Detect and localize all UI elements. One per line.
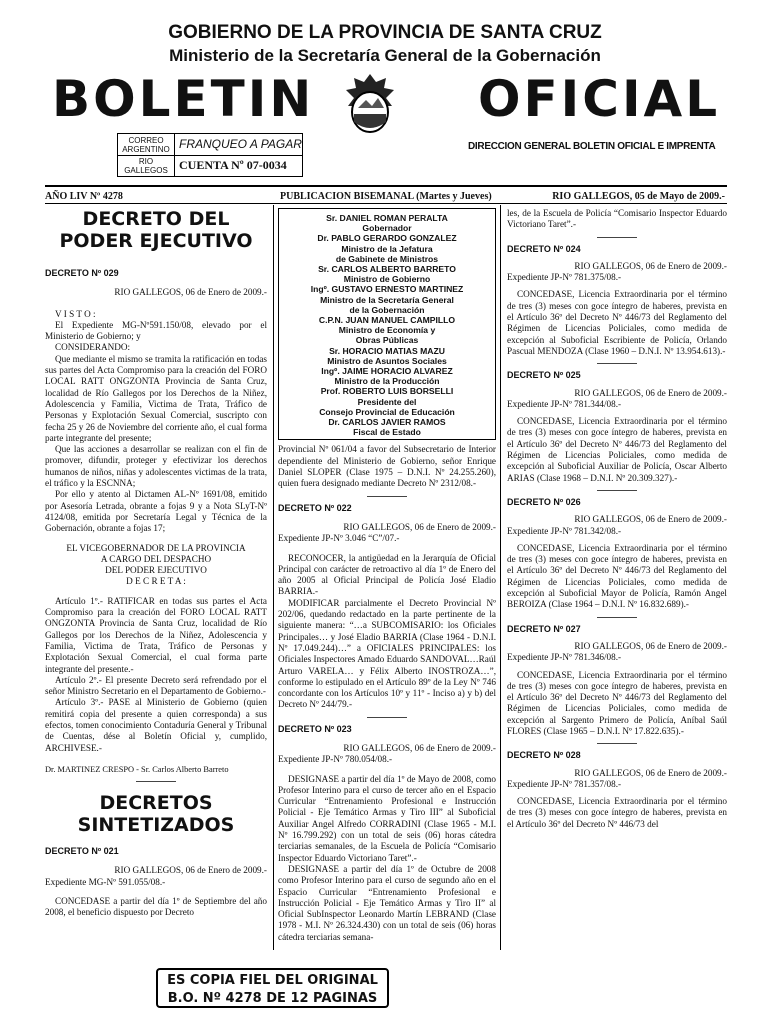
decree-title: DECRETO Nº 029 — [45, 268, 119, 278]
title-oficial: OFICIAL — [478, 70, 721, 128]
rio-label: RIO GALLEGOS — [124, 157, 168, 175]
title-boletin: BOLETIN — [52, 70, 315, 128]
signatures: Dr. MARTINEZ CRESPO - Sr. Carlos Alberto Barreto — [45, 764, 229, 774]
authority-line: Presidente del — [357, 396, 417, 407]
authority-line: Ministro de Asuntos Sociales — [327, 355, 447, 366]
authority-line: de la Gobernación — [349, 304, 425, 315]
paragraph: CONCEDASE, Licencia Extraordinaria por el término de tres (3) meses con goce íntegro de haberes, prevista en el Artículo 36º del Decreto Nº 446/73 del Reglamento del Régimen de Licencias Policiales, como medida de excepción al Suboficial Escribiente de Policía, Orlando Pascual MENDOZA (Clase 1960 – D.N.I. Nº 13.954.613).- — [507, 289, 727, 356]
bottom-rule — [45, 203, 727, 204]
vice-line: A CARGO DEL DESPACHO — [100, 553, 212, 564]
postage-stamp-box — [117, 133, 303, 177]
authority-line: Ministro de la Producción — [334, 376, 440, 387]
footer-line: B.O. Nº 4278 DE 12 PAGINAS — [167, 991, 378, 1006]
authority-line: Obras Públicas — [355, 335, 419, 346]
paragraph: CONCEDASE a partir del día 1º de Septiembre del año 2008, el beneficio dispuesto por Decreto — [45, 896, 267, 918]
decree-date: RIO GALLEGOS, 06 de Enero de 2009.- — [343, 521, 496, 532]
authority-line: C.P.N. JUAN MANUEL CAMPILLO — [318, 315, 456, 326]
expediente: Expediente JP-Nº 3.046 “C”/07.- — [278, 533, 400, 544]
provincial-crest-icon — [338, 72, 402, 136]
decree-date: RIO GALLEGOS, 06 de Enero de 2009.- — [343, 743, 496, 753]
visto: V I S T O : — [55, 308, 96, 319]
government-header: GOBIERNO DE LA PROVINCIA DE SANTA CRUZ — [168, 22, 602, 43]
issue-date: RIO GALLEGOS, 05 de Mayo de 2009.- — [552, 191, 725, 202]
cuenta-label: CUENTA Nº 07-0034 — [174, 155, 302, 176]
franqueo-label: FRANQUEO A PAGAR — [174, 134, 302, 155]
decree-title: DECRETO Nº 022 — [278, 502, 352, 513]
decree-title: DECRETO Nº 026 — [507, 496, 581, 507]
paragraph: CONCEDASE, Licencia Extraordinaria por el término de tres (3) meses con goce íntegro de haberes, prevista en el Artículo 36º del Decreto Nº 446/73 del Reglamento del Régimen de Licencias Policiales, como medida de excepción al Sargento Primero de Policía, Aníbal Saúl FLORES (Clase 1965 – D.N.I. Nº 17.822.635).- — [507, 669, 727, 736]
decree-title: DECRETO Nº 025 — [507, 370, 581, 381]
section-title: DECRETO DEL PODER EJECUTIVO — [59, 208, 253, 252]
direccion-label: DIRECCION GENERAL BOLETIN OFICIAL E IMPRENTA — [468, 141, 716, 152]
authority-line: Sr. DANIEL ROMAN PERALTA — [326, 213, 448, 223]
column-1 — [45, 208, 267, 919]
ministry-header: Ministerio de la Secretaría General de la Gobernación — [169, 46, 601, 65]
publication-frequency: PUBLICACION BISEMANAL (Martes y Jueves) — [280, 191, 492, 202]
authority-line: Ministro de Gobierno — [343, 274, 431, 285]
column-2 — [278, 208, 496, 943]
paragraph: CONCEDASE, Licencia Extraordinaria por el término de tres (3) meses con goce íntegro de haberes, prevista en el Artículo 36º del Decreto Nº 446/73 del Reglamento del Régimen de Licencias Policiales, como medida de excepción al Suboficial Auxiliar de Policía, Oscar Alberto ARIAS (Clase 1968 – D.N.I. Nº 20.309.327).- — [507, 416, 727, 483]
top-rule — [45, 185, 727, 187]
decree-date: RIO GALLEGOS, 06 de Enero de 2009.- — [114, 865, 267, 876]
authority-line: Ministro de la Secretaría General — [320, 294, 454, 305]
decree-date: RIO GALLEGOS, 06 de Enero de 2009.- — [574, 514, 727, 525]
authority-line: Prof. ROBERTO LUIS BORSELLI — [320, 386, 454, 397]
decree-title: DECRETO Nº 024 — [507, 243, 581, 254]
paragraph: Provincial Nº 061/04 a favor del Subsecretario de Interior dependiente del Ministerio de Gobierno, señor Enrique Daniel SLOPER (Clase 1975 – D.N.I. Nº 24.255.260), quien fuera designado mediante Decreto Nº 2312/08.- — [278, 444, 496, 489]
paragraph: Que las acciones a desarrollar se realizan con el fin de promover, difundir, proteger y efectivizar los derechos humanos de niños, niñas y adolescentes victimas de la trata, el tráfico y la ESCNNA; — [45, 444, 267, 489]
expediente: Expediente MG-Nº 591.055/08.- — [45, 876, 166, 887]
authority-line: Fiscal de Estado — [353, 427, 421, 438]
authority-line: Dr. CARLOS JAVIER RAMOS — [328, 417, 446, 428]
authority-line: Dr. PABLO GERARDO GONZALEZ — [317, 233, 457, 244]
decree-date: RIO GALLEGOS, 06 de Enero de 2009.- — [574, 640, 727, 651]
authority-line: Gobernador — [362, 223, 412, 234]
expediente: Expediente JP-Nº 781.344/08.- — [507, 398, 622, 409]
authority-line: de Gabinete de Ministros — [335, 253, 439, 264]
decree-title: DECRETO Nº 027 — [507, 623, 581, 634]
article: Artículo 2º.- El presente Decreto será refrendado por el señor Ministro Secretario en el Departamento de Gobierno.- — [45, 674, 267, 697]
footer-line: ES COPIA FIEL DEL ORIGINAL — [167, 973, 378, 988]
column-divider — [500, 205, 501, 950]
article: Artículo 1º.- RATIFICAR en todas sus partes el Acta Compromiso para la creación del FORO LOCAL RATT ONGZONTA Provincia de Santa Cruz, localidad de Río Gallegos por los Derechos de la Niñez, Adolescencia y Familia, Victima de Trata, Tráfico de Personas y Explotación Sexual Comercial, el cual forma parte integrante del presente.- — [45, 595, 267, 674]
issue-number: AÑO LIV Nº 4278 — [45, 191, 123, 202]
decree-title: DECRETO Nº 028 — [507, 750, 581, 761]
paragraph: les, de la Escuela de Policía “Comisario Inspector Eduardo Victoriano Taret”.- — [507, 208, 727, 230]
expediente: Expediente JP-Nº 780.054/08.- — [278, 754, 393, 765]
paragraph: MODIFICAR parcialmente el Decreto Provincial Nº 202/06, quedando redactado en la parte pertinente de la siguiente manera: “…a SUBCOMISARIO: los Oficiales Principales… y José Eladio BARRIA (Clase 1964 - D.N.I. Nº 17.049.244)…” a OFICIALES PRINCIPALES: los Oficiales Inspectores Amado Eduardo SANDOVAL…Raúl Arturo VARELA… y Félix Alberto INOSTROZA…”, conforme lo estipulado en el Artículo 89º de la Ley Nº 746 concordante con los Artículos 10º y 11º - Inciso a) y b) del Decreto Nº 244/79.- — [278, 597, 496, 710]
expediente: Expediente JP-Nº 781.342/08.- — [507, 525, 622, 536]
decree-title: DECRETO Nº 021 — [45, 846, 119, 857]
paragraph: CONCEDASE, Licencia Extraordinaria por el término de tres (3) meses con goce íntegro de haberes, prevista en el Artículo 36º del Decreto Nº 446/73 del — [507, 796, 727, 829]
expediente: Expediente JP-Nº 781.346/08.- — [507, 652, 622, 663]
column-divider — [273, 205, 274, 950]
certified-copy-stamp — [156, 968, 389, 1008]
decree-date: RIO GALLEGOS, 06 de Enero de 2009.- — [574, 767, 727, 778]
authority-line: Sr. CARLOS ALBERTO BARRETO — [318, 264, 456, 275]
decree-date: RIO GALLEGOS, 06 de Enero de 2009.- — [114, 287, 267, 298]
correo-label: CORREO ARGENTINO — [122, 136, 170, 154]
column-3 — [507, 208, 727, 830]
decreta: D E C R E T A : — [126, 576, 186, 587]
authority-line: Ministro de la Jefatura — [341, 243, 433, 254]
paragraph: Que mediante el mismo se tramita la ratificación en todas sus partes del Acta Compromiso para la creación del FORO LOCAL RATT ONGZONTA Provincia de Santa Cruz, localidad de Río Gallegos por los Derechos de la Niñez, Adolescencia y Familia, Victima de Trata, Tráfico de Personas y Explotación Sexual Comercial, suscripto con fecha 25 y 26 de Noviembre del corriente año, el cual forma parte integrante del presente; — [45, 353, 267, 443]
expediente: Expediente JP-Nº 781.357/08.- — [507, 778, 622, 789]
considerando: CONSIDERANDO: — [55, 342, 131, 353]
article: Artículo 3º.- PASE al Ministerio de Gobierno (quien remitirá copia del presente a quien corresponda) a sus efectos, tomen conocimiento Contaduría General y Tribunal de Cuentas, dése al Boletín Oficial y, cumplido, ARCHIVESE.- — [45, 697, 267, 753]
decree-title: DECRETO Nº 023 — [278, 723, 352, 734]
decree-date: RIO GALLEGOS, 06 de Enero de 2009.- — [574, 260, 727, 271]
paragraph: Por ello y atento al Dictamen AL-Nº 1691/08, emitido por Asesoría Letrada, obrante a fojas 9 y a Nota SLyT-Nº 4124/08, emitida por Secretaría Legal y Técnica de la Gobernación, obrante a fojas 17; — [45, 489, 267, 534]
section-title: DECRETOS SINTETIZADOS — [77, 792, 235, 837]
decree-date: RIO GALLEGOS, 06 de Enero de 2009.- — [574, 387, 727, 398]
paragraph: El Expediente MG-Nº591.150/08, elevado por el Ministerio de Gobierno; y — [45, 319, 267, 342]
paragraph: RECONOCER, la antigüedad en la Jerarquía de Oficial Principal con carácter de retroactivo al día 1º de Enero del año 2005 al Oficial Principal de Policía José Eladio BARRIA.- — [278, 552, 496, 597]
authority-line: Ministro de Economía y — [338, 325, 436, 336]
authority-line: Sr. HORACIO MATIAS MAZU — [329, 345, 445, 356]
vice-line: EL VICEGOBERNADOR DE LA PROVINCIA — [66, 542, 246, 553]
authority-line: Consejo Provincial de Educación — [319, 406, 455, 417]
authority-line: Ingº. GUSTAVO ERNESTO MARTINEZ — [310, 284, 464, 295]
paragraph: DESIGNASE a partir del día 1º de Mayo de 2008, como Profesor Interino para el curso de tercer año en el Espacio Curricular “Entrenamiento Profesional e Instrucción Policial - Eje Temático Armas y Tiro III” al Suboficial Auxiliar Angel Alfredo CORRADINI (Clase 1965 - M.I. Nº 16.799.292) con un total de seis (06) horas cátedra terciarias semanales, de la Escuela de Policía “Comisario Inspector Eduardo Victoriano Taret”.- — [278, 773, 496, 863]
expediente: Expediente JP-Nº 781.375/08.- — [507, 272, 622, 283]
paragraph: CONCEDASE, Licencia Extraordinaria por el término de tres (3) meses con goce íntegro de haberes, prevista en el Artículo 36º del Decreto Nº 446/73 del Reglamento del Régimen de Licencias Policiales, como medida de excepción al Suboficial Mayor de Policía, Ramón Angel BEROIZA (Clase 1964 – D.N.I. Nº 16.832.689).- — [507, 542, 727, 610]
vice-line: DEL PODER EJECUTIVO — [105, 565, 207, 576]
authority-line: Ingº. JAIME HORACIO ALVAREZ — [321, 366, 453, 377]
paragraph: DESIGNASE a partir del día 1º de Octubre de 2008 como Profesor Interino para el curso de segundo año en el Espacio Curricular “Entrenamiento Profesional e Instrucción Policial - Eje Temático Armas y Tiro II” al Oficial SubInspector Leonardo Martín LEBRAND (Clase 1978 - M.I. Nº 26.324.430) con un total de seis (06) horas cátedra terciarias semana- — [278, 863, 496, 942]
authorities-box — [278, 208, 496, 440]
